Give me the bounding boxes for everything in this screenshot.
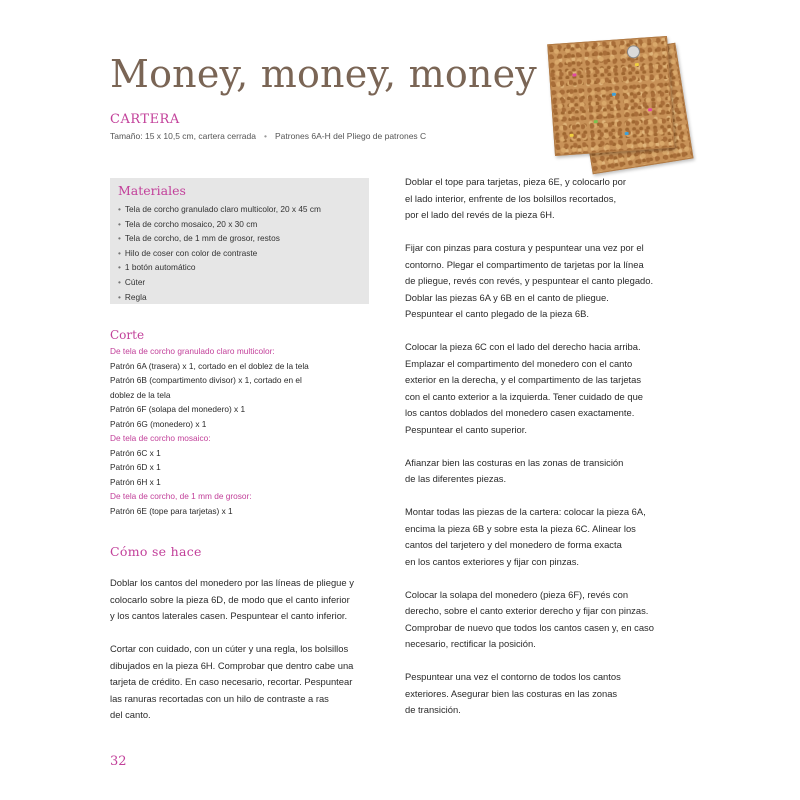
corte-pattern-line: Patrón 6G (monedero) x 1 [110,418,207,429]
material-item: • Hilo de coser con color de contraste [118,246,321,261]
material-item: • 1 botón automático [118,260,321,275]
paragraph-line: cantos del tarjetero y del monedero de forma exacta [405,539,622,550]
corte-pattern-line: Patrón 6A (trasera) x 1, cortado en el doblez de la tela [110,360,309,371]
paragraph-line: del canto. [110,709,151,720]
paragraph-line: Colocar la solapa del monedero (pieza 6F), revés con [405,588,629,600]
como-se-hace-heading: Cómo se hace [110,544,202,559]
material-item: • Tela de corcho mosaico, 20 x 30 cm [118,217,321,232]
paragraph-line: encima la pieza 6B y sobre esta la pieza 6C. Alinear los [405,522,636,534]
paragraph-line: Doblar los cantos del monedero por las líneas de pliegue y [110,577,354,588]
material-item: • Tela de corcho granulado claro multicolor, 20 x 45 cm [118,202,321,217]
material-item: • Regla [118,290,321,305]
paragraph-line: exterior en la derecha, y el compartimento de las tarjetas [405,374,642,385]
paragraph-line: Fijar con pinzas para costura y pespuntear una vez por el [405,242,644,253]
paragraph-line: derecho, sobre el canto exterior derecho y fijar con pinzas. [405,605,649,616]
instruction-paragraph [405,455,695,488]
paragraph-line: de pliegue, revés con revés, y pespuntear el canto plegado. [405,275,654,286]
paragraph-line: con el canto exterior a la izquierda. Tener cuidado de que [405,390,644,402]
corte-pattern-line: Patrón 6F (solapa del monedero) x 1 [110,404,246,414]
instruction-paragraph [405,669,695,719]
project-subtitle: CARTERA [110,112,180,127]
materials-box [110,178,369,304]
corte-material-heading: De tela de corcho mosaico: [110,433,211,443]
paragraph-line: Pespuntear una vez el contorno de todos los cantos [405,671,621,682]
size-text: Tamaño: 15 x 10,5 cm, cartera cerrada [110,131,256,141]
corte-list [110,344,390,518]
page-number: 32 [110,754,127,769]
corte-material-heading: De tela de corcho granulado claro multicolor: [110,346,275,356]
snap-button-icon [627,45,641,59]
paragraph-line: tarjeta de crédito. En caso necesario, recortar. Pespuntear [110,676,353,687]
cork-wallet-photo [545,28,695,168]
paragraph-line: Emplazar el compartimento del monedero con el canto [405,357,633,369]
corte-section [110,328,390,518]
page-title: Money, money, money [110,52,537,96]
paragraph-line: colocarlo sobre la pieza 6D, de modo que el canto inferior [110,593,350,605]
instruction-paragraph [405,174,695,224]
instruction-paragraph [405,339,695,438]
paragraph-line: dibujados en la pieza 6H. Comprobar que dentro cabe una [110,659,354,671]
paragraph-line: el lado interior, enfrente de los bolsillos recortados, [405,192,617,204]
patterns-text: Patrones 6A-H del Pliego de patrones C [274,131,427,141]
instruction-paragraph [110,575,400,625]
material-item: • Tela de corcho, de 1 mm de grosor, restos [118,231,321,246]
paragraph-line: las ranuras recortadas con un hilo de contraste a ras [110,692,329,704]
paragraph-line: en los cantos exteriores y fijar con pinzas. [405,555,580,567]
corte-pattern-line: Patrón 6H x 1 [110,476,161,487]
instructions-left-column [110,575,400,740]
instructions-right-column [405,174,695,735]
paragraph-line: Comprobar de nuevo que todos los cantos casen y, en caso [405,621,654,633]
instruction-paragraph [405,240,695,323]
corte-pattern-line: Patrón 6C x 1 [110,447,161,458]
paragraph-line: por el lado del revés de la pieza 6H. [405,209,555,220]
size-info [110,131,426,141]
paragraph-line: Cortar con cuidado, con un cúter y una regla, los bolsillos [110,643,349,654]
paragraph-line: necesario, rectificar la posición. [405,638,536,649]
corte-pattern-line: Patrón 6B (compartimento divisor) x 1, cortado en el [110,375,302,385]
material-item: • Cúter [118,275,321,290]
materials-list [118,202,321,304]
cork-wallet-front [547,36,675,156]
paragraph-line: Pespuntear el canto plegado de la pieza 6B. [405,308,589,319]
paragraph-line: de transición. [405,704,461,715]
corte-pattern-line: doblez de la tela [110,389,171,400]
paragraph-line: Doblar las piezas 6A y 6B en el canto de pliegue. [405,291,609,303]
paragraph-line: Montar todas las piezas de la cartera: colocar la pieza 6A, [405,506,646,517]
corte-pattern-line: Patrón 6D x 1 [110,462,161,472]
paragraph-line: Colocar la pieza 6C con el lado del derecho hacia arriba. [405,341,641,352]
corte-heading: Corte [110,328,145,342]
paragraph-line: Pespuntear el canto superior. [405,423,527,435]
bullet-separator: • [264,131,267,141]
paragraph-line: de las diferentes piezas. [405,473,507,484]
paragraph-line: los cantos doblados del monedero casen exactamente. [405,407,635,418]
instruction-paragraph [110,641,400,724]
paragraph-line: y los cantos laterales casen. Pespuntear el canto inferior. [110,610,348,621]
paragraph-line: exteriores. Asegurar bien las costuras en las zonas [405,687,618,699]
corte-material-heading: De tela de corcho, de 1 mm de grosor: [110,491,252,501]
instruction-paragraph [405,587,695,653]
corte-pattern-line: Patrón 6E (tope para tarjetas) x 1 [110,505,233,516]
paragraph-line: contorno. Plegar el compartimento de tarjetas por la línea [405,258,644,270]
paragraph-line: Afianzar bien las costuras en las zonas de transición [405,456,624,468]
paragraph-line: Doblar el tope para tarjetas, pieza 6E, y colocarlo por [405,176,626,187]
instruction-paragraph [405,504,695,570]
materials-heading: Materiales [118,183,186,198]
